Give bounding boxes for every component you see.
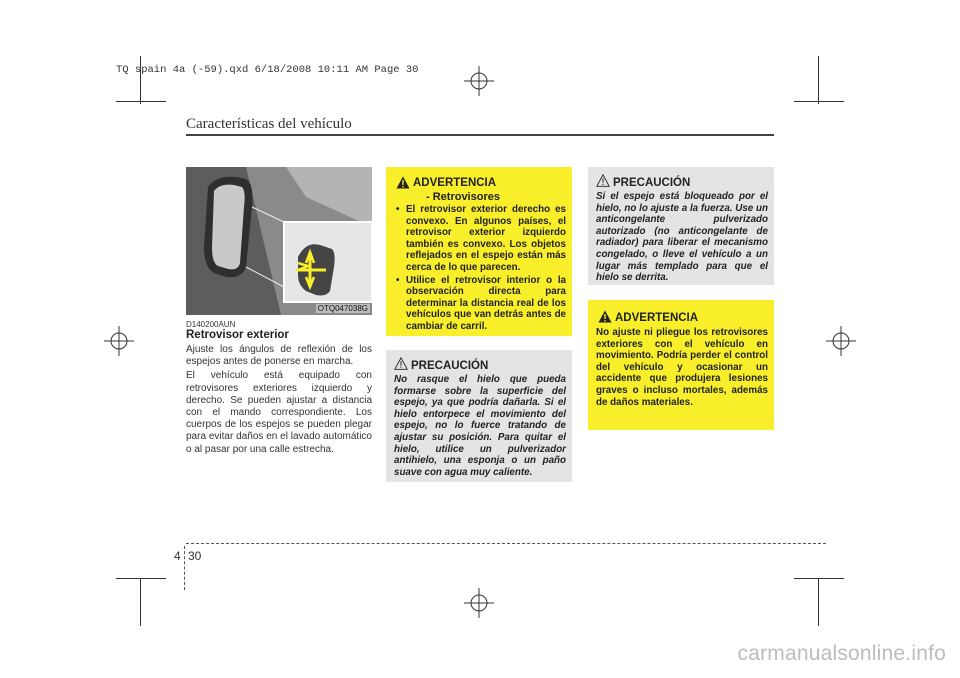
warning-box-ajuste <box>588 300 774 430</box>
warning-triangle-icon <box>396 176 410 189</box>
registration-mark <box>826 326 856 356</box>
chapter-number: 4 <box>174 549 181 563</box>
mirror-illustration <box>186 167 372 315</box>
header-rule <box>186 134 774 136</box>
warning-box-retrovisores <box>386 167 572 336</box>
section-code: D140200AUN <box>186 320 236 329</box>
caution-triangle-icon <box>596 174 610 187</box>
caution-text: No rasque el hielo que pueda formarse sobre la superficie del espejo, ya que podría dañarla. Si el hielo entorpece el movimiento del espejo, no lo fuerce tratando de ajustar su posición. Para quitar el hielo, utilice un pulverizador antihielo, una esponja o un paño suave con agua muy caliente. <box>394 374 566 478</box>
crop-mark <box>818 56 819 104</box>
footer-rule <box>186 543 826 544</box>
crop-mark <box>794 578 844 579</box>
warning-triangle-icon <box>598 310 612 323</box>
section-title: Retrovisor exterior <box>186 329 289 341</box>
page-number: 30 <box>188 549 202 563</box>
registration-mark <box>464 66 494 96</box>
caution-title: PRECAUCIÓN <box>411 360 489 372</box>
paragraph: Ajuste los ángulos de reflexión de los espejos antes de ponerse en marcha. <box>186 344 372 368</box>
list-item: • Utilice el retrovisor interior o la observación directa para determinar la distancia real de los vehículos que van detrás antes de cambiar de carril. <box>396 274 566 332</box>
paragraph: El vehículo está equipado con retrovisores exteriores izquierdo y derecho. Se pueden ajustar a distancia con el mando correspondiente. Los cuerpos de los espejos se pueden plegar para evitar daños en el lavado automático o al pasar por una calle estrecha. <box>186 370 372 455</box>
section-body <box>186 344 372 458</box>
caution-text: Si el espejo está bloqueado por el hielo, no lo ajuste a la fuerza. Use un anticongelante pulverizado autorizado (no anticongelante de radiador) para liberar el mecanismo congelado, o lleve el vehículo a un lugar más templado para que el hielo se derrita. <box>596 191 768 284</box>
caution-title: PRECAUCIÓN <box>613 177 691 189</box>
caution-box-hielo <box>386 350 572 482</box>
crop-mark <box>818 578 819 626</box>
caution-box-bloqueado <box>588 167 774 285</box>
caution-triangle-icon <box>394 357 408 370</box>
figure-caption: OTQ047038G <box>317 304 368 313</box>
warning-text: No ajuste ni pliegue los retrovisores exteriores con el vehículo en movimiento. Podría perder el control del vehículo y ocasionar un accidente que produjera lesiones graves o incluso mortales, además de daños materiales. <box>596 327 768 408</box>
warning-title: ADVERTENCIA <box>413 177 497 189</box>
mirror-figure <box>186 167 372 315</box>
crop-mark <box>116 578 166 579</box>
page-header-title: Características del vehículo <box>186 116 352 132</box>
warning-subtitle: - Retrovisores <box>426 191 500 203</box>
crop-mark <box>116 101 166 102</box>
warning-text <box>394 204 566 334</box>
crop-mark <box>794 101 844 102</box>
crop-mark <box>140 578 141 626</box>
footer-separator <box>184 546 186 590</box>
warning-title: ADVERTENCIA <box>615 312 699 324</box>
print-slug: TQ spain 4a (-59).qxd 6/18/2008 10:11 AM Page 30 <box>116 64 419 76</box>
registration-mark <box>464 588 494 618</box>
watermark: carmanualsonline.info <box>737 642 946 665</box>
list-item: • El retrovisor exterior derecho es convexo. En algunos países, el retrovisor exterior izquierdo también es convexo. Los objetos reflejados en el espejo están más cerca de lo que parecen. <box>396 204 566 273</box>
registration-mark <box>104 326 134 356</box>
